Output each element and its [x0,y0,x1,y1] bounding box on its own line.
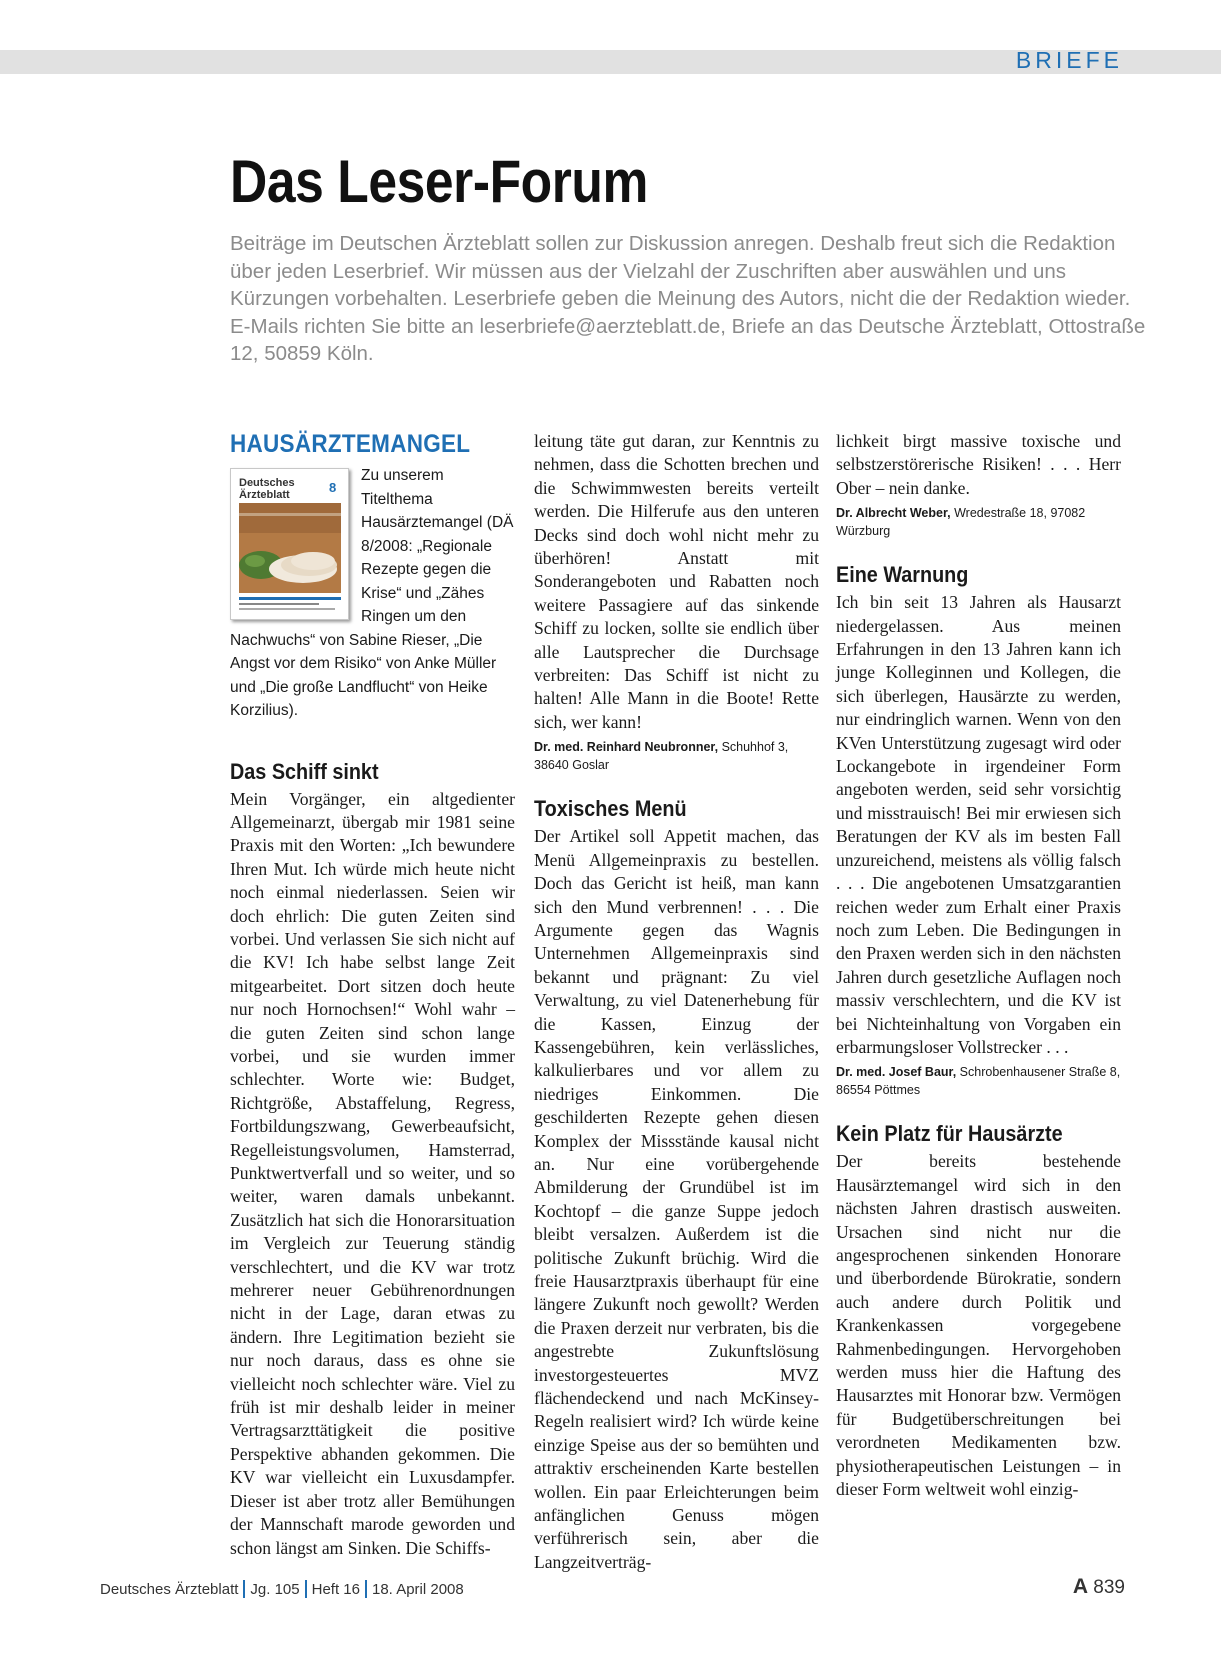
letter-signature-2 [836,504,1121,540]
letter-body-4: Der bereits bestehende Hausärztemangel wird sich in den nächsten Jahren drastisch ausweiten. Ursachen sind nicht nur die angesprochenen sinkenden Honorare und überbordende Bürokratie, sondern auch andere durch Politik und Krankenkassen vorgegebene Rahmenbedingungen. Hervorgehoben werden muss hier die Haftung des Hausarztes mit Honorar bzw. Vermögen für Budgetüberschreitungen bei verordneten Medikamenten bzw. physiotherapeutischen Leistungen – in dieser Form weltweit wohl einzig- [836,1151,1121,1500]
footer-citation [100,1580,464,1598]
author-address: Schrobenhausener Straße 8, 86554 Pöttmes [836,1065,1121,1098]
footer-issue: Heft 16 [311,1580,360,1598]
author-name: Dr. med. Reinhard Neubronner, [534,740,719,755]
letter-body-1a: Mein Vorgänger, ein altgedienter Allgemeinarzt, übergab mir 1981 seine Praxis mit den Worten: „Ich bewundere Ihren Mut. Ich würde mich heute nicht noch einmal niederlassen. Seien wir doch ehrlich: Die guten Zeiten sind vorbei. Und verlassen Sie sich nicht auf die KV! Ich habe selbst lange Zeit mitgearbeitet. Dort sitzen doch heute nur noch Hornochsen!“ Wohl wahr – die guten Zeiten sind schon lange vorbei, und sie wurden immer schlechter. Worte wie: Budget, Richtgröße, Abstaffelung, Regress, Fortbildungszwang, Gewerbeaufsicht, Regelleistungsvolumen, Hamsterrad, Punktwertverfall und so weiter, und so weiter, waren damals unbekannt. Zusätzlich hat sich die Honorarsituation im Vergleich zur Teuerung ständig verschlechtert, und die KV war trotz mehrerer neuer Gebührenordnungen nicht in der Lage, daran etwas zu ändern. Ihre Legitimation bezieht sie nur noch daraus, dass es ohne sie vielleicht noch schlechter wäre. Viel zu früh ist mir deshalb leider in meiner Vertragsarzttätigkeit die positive Perspektive abhanden gekommen. Die KV war vielleicht ein Luxusdampfer. Dieser ist aber trotz aller Bemühungen der Mannschaft marode geworden und schon längst am Sinken. Die Schiffs- [230,788,515,1558]
letter-heading-3: Eine Warnung [836,562,969,588]
section-label: BRIEFE [1015,47,1123,73]
footer-separator [365,1580,367,1598]
author-name: Dr. med. Josef Baur, [836,1065,957,1080]
author-address: Wredestraße 18, 97082 Würzburg [836,506,1086,539]
column-1 [230,430,515,1560]
page-number [1073,1575,1125,1599]
letter-heading-1: Das Schiff sinkt [230,758,379,784]
column-2 [534,430,819,1574]
footer-separator [243,1580,245,1598]
letter-body-3: Ich bin seit 13 Jahren als Hausarzt niedergelassen. Aus meinen Erfahrungen in den 13 Jahren kann ich junge Kolleginnen und Kollegen, die sich überlegen, Hausärzte zu werden, nur eindringlich warnen. Wenn von den KVen Unterstützung zugesagt wird oder Lockangebote in irgendeiner Form angeboten werden, seid sehr vorsichtig und misstrauisch! Bei mir erwiesen sich Beratungen der KV als im besten Fall unzureichend, meistens als völlig falsch . . . Die angebotenen Umsatzgarantien reichen weder zum Erhalt einer Praxis noch zum Leben. Die Bedingungen in den Praxen werden sich in den nächsten Jahren durch gesetzliche Auflagen noch massiv verschlechtern, und die KV ist bei Nichteinhaltung von Vorgaben ein erbarmungsloser Vollstrecker . . . [836,592,1121,1057]
cover-brand-line1: Deutsches [239,477,295,489]
column-3 [836,430,1121,1501]
footer-separator [305,1580,307,1598]
letter-body-2b: lichkeit birgt massive toxische und selbstzerstörerische Risiken! . . . Herr Ober – nein danke. [836,431,1121,498]
cover-brand-line2: Ärzteblatt [239,489,290,501]
reference-text: Zu unserem Titelthema Hausärztemangel (DÄ 8/2008: „Regionale Rezepte gegen die Krise“ und „Zähes Ringen um den Nachwuchs“ von Sabine Rieser, „Die Angst vor dem Risiko“ von Anke Müller und „Die große Landflucht“ von Heike Korzilius). [230,467,514,719]
footer-volume: Jg. 105 [250,1580,300,1598]
letter-heading-4: Kein Platz für Hausärzte [836,1121,1063,1147]
cover-illustration [231,469,348,619]
letter-signature-1 [534,738,819,774]
page-prefix: A [1072,1575,1089,1598]
letter-body-1b: leitung täte gut daran, zur Kenntnis zu nehmen, dass die Schotten brechen und die Schwimmwesten bereits verteilt werden. Die Hilferufe aus den unteren Decks sind doch wohl nicht mehr zu überhören! Anstatt mit Sonderangeboten und Rabatten noch weitere Passagiere auf das sinkende Schiff zu locken, sollte sie endlich über alle Lautsprecher die Durchsage verbreiten: Das Schiff ist nicht zu halten! Alle Mann in die Boote! Rette sich, wer kann! [534,431,819,732]
letter-signature-3 [836,1063,1121,1099]
letter-heading-2: Toxisches Menü [534,796,687,822]
letter-body-2a: Der Artikel soll Appetit machen, das Menü Allgemeinpraxis zu bestellen. Doch das Gericht ist heiß, man kann sich den Mund verbrennen! . . . Die Argumente gegen das Wagnis Unternehmen Allgemeinpraxis sind bekannt und prägnant: Zu viel Verwaltung, zu viel Datenerhebung für die Kassen, Einzug der Kassengebühren, kein verlässliches, kalkulierbares und vor allem zu niedriges Einkommen. Die geschilderten Rezepte gehen diesen Komplex der Missstände kausal nicht an. Nur eine vorübergehende Abmilderung der Grundübel ist im Kochtopf – die ganze Suppe jedoch bleibt versalzen. Außerdem ist die politische Zukunft brüchig. Wird die freie Hausarztpraxis überhaupt für eine längere Zukunft noch gewollt? Werden die Praxen derzeit nur verbraten, bis die angestrebte Zukunftslösung investorgesteuertes MVZ flächendeckend und nach McKinsey-Regeln realisiert wird? Ich würde keine einzige Speise aus der so bemühten und attraktiv erscheinenden Karte bestellen wollen. Ein paar Erleichterungen beim anfänglichen Genuss mögen verführerisch sein, aber die Langzeitverträg- [534,826,819,1572]
author-name: Dr. Albrecht Weber, [836,506,951,521]
page-title: Das Leser-Forum [230,148,648,215]
author-address: Schuhhof 3, 38640 Goslar [534,740,789,773]
cover-issue-number: 8 [329,480,337,495]
footer-date: 18. April 2008 [372,1580,464,1598]
intro-text: Beiträge im Deutschen Ärzteblatt sollen zur Diskussion anregen. Deshalb freut sich die Redaktion über jeden Leserbrief. Wir müssen aus der Vielzahl der Zuschriften aber auswählen und uns Kürzungen vorbehalten. Leserbriefe geben die Meinung des Autors, nicht die der Redaktion wieder. E-Mails richten Sie bitte an leserbriefe@aerzteblatt.de, Briefe an das Deutsche Ärzteblatt, Ottostraße 12, 50859 Köln. [230,232,1146,365]
topic-heading: HAUSÄRZTEMANGEL [230,430,471,458]
page-number-value: 839 [1093,1577,1125,1598]
footer-journal: Deutsches Ärzteblatt [100,1580,239,1598]
magazine-cover-image [230,468,349,620]
